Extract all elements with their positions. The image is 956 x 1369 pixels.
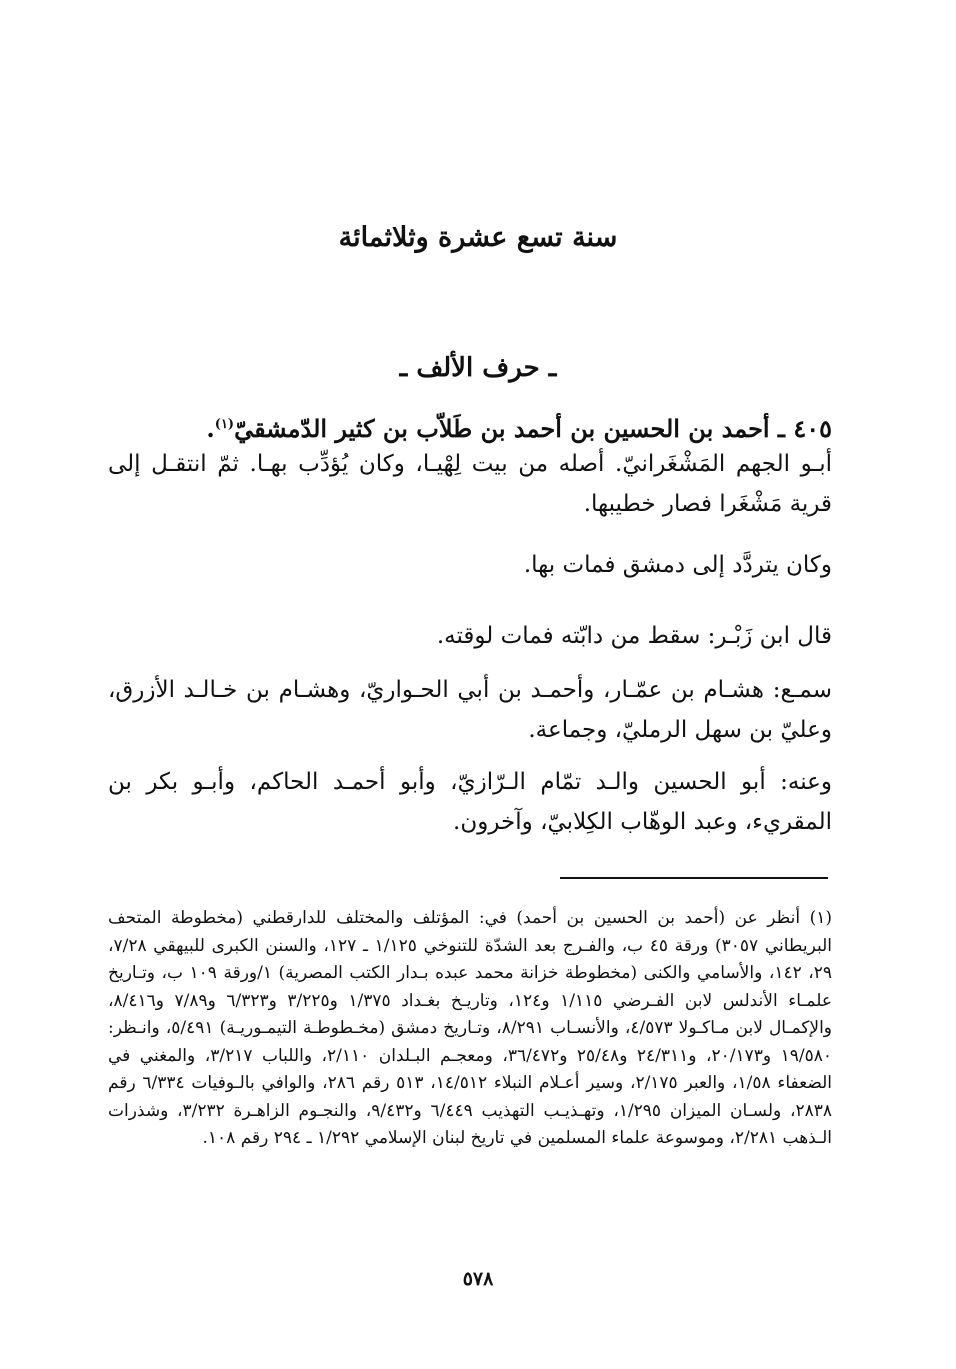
entry-paragraph-biography: أبـو الجهم المَشْغَرانيّ. أصله من بيت لِهْيـا، وكان يُؤدِّب بهـا. ثمّ انتقـل إلى قرية مَشْغَرا فصار خطيبها. [108, 451, 832, 517]
footnote-text: أنظر عن (أحمد بن الحسين بن أحمد) في: المؤتلف والمختلف للدارقطني (مخطوطة المتحف البريطاني ٣٠٥٧) ورقة ٤٥ ب، والفـرج بعد الشدّة للتنوخي ١/١٢٥ ـ ١٢٧، والسنن الكبرى للبيهقي ٧/٢٨، ٢٩، ١٤٢، والأسامي والكنى (مخطوطة خزانة محمد عبده بـدار الكتب المصرية) ١/ورقة ١٠٩ ب، وتـاريخ علمـاء الأندلس لابن الفـرضي ١/١١٥ و١٢٤، وتاريـخ بغـداد ١/٣٧٥ و٣/٢٢٥ و٦/٣٢٣ و٧/٨٩ و٨/٤١٦، والإكمـال لابن مـاكـولا ٤/٥٧٣، والأنسـاب ٨/٢٩١، وتـاريخ دمشق (مخـطوطـة التيمـوريـة) ٥/٤٩١، وانـظر: ١٩/٥٨٠ و٢٠/١٧٣، و٢٤/٣١١ و٢٥/٤٨ و٣٦/٤٧٢، ومعجـم البـلدان ٢/١١٠، واللباب ٣/٢١٧، والمغني في الضعفاء ١/٥٨، والعبر ٢/١٧٥، وسير أعـلام النبلاء ١٤/٥١٢، ٥١٣ رقم ٢٨٦، والوافي بالـوفيات ٦/٣٣٤ رقم ٢٨٣٨، ولسـان الميزان ١/٢٩٥، وتهـذيـب التهذيب ٦/٤٤٩ و٩/٤٣٢، والنجـوم الزاهـرة ٣/٢٣٢، وشذرات الـذهب ٢/٢٨١، وموسوعة علماء المسلمين في تاريخ لبنان الإسلامي ١/٢٩٢ ـ ٢٩٤ رقم ١٠٨. [108, 908, 833, 1148]
footnote-reference: (١) [214, 417, 235, 432]
footnote-label: (١) [809, 908, 832, 928]
entry-heading [108, 405, 832, 449]
footnote-separator [560, 877, 828, 879]
year-title: سنة تسع عشرة وثلاثمائة [338, 222, 618, 253]
footnote [108, 905, 832, 1153]
page-number: ٥٧٨ [462, 1268, 494, 1290]
entry-paragraph-quote: قال ابن زَبْـر: سقط من دابّته فمات لوقته. [436, 623, 832, 649]
section-title: ـ حرف الألف ـ [399, 353, 557, 383]
entry-paragraph-teachers: سمـع: هشـام بن عمّـار، وأحمـد بن أبي الحـواريّ، وهشـام بن خـالـد الأزرق، وعليّ بن سهل الرمليّ، وجماعة. [108, 677, 832, 743]
entry-heading-text: ٤٠٥ ـ أحمد بن الحسين بن أحمد بن طَلاّب بن كثير الدّمشقيّ [234, 414, 832, 443]
entry-paragraph-death: وكان يتردَّد إلى دمشق فمات بها. [523, 552, 832, 578]
entry-paragraph-students: وعنه: أبو الحسين والـد تمّام الـرّازيّ، وأبو أحمـد الحاكم، وأبـو بكر بن المقريء، وعبد الوهّاب الكِلابيّ، وآخرون. [108, 769, 832, 835]
entry-heading-end: . [206, 414, 215, 443]
